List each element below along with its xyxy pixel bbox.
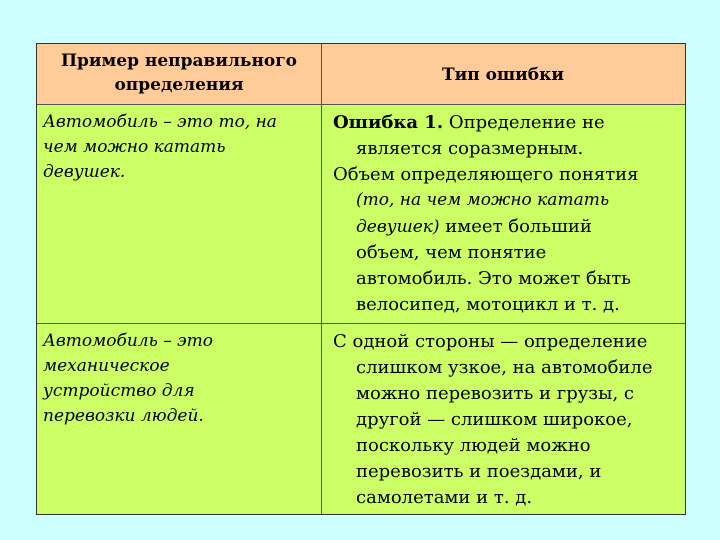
row-1-error-line-8: велосипед, мотоцикл и т. д. bbox=[356, 294, 620, 315]
row-1-example-line-2: чем можно катать bbox=[43, 137, 226, 157]
row-2-error-line-2: слишком узкое, на автомобиле bbox=[356, 357, 653, 378]
row-2-error-line-4: другой — слишком широкое, bbox=[356, 409, 633, 430]
row-2-error-line-6: перевозить и поездами, и bbox=[356, 461, 602, 482]
row-2-error-line-5: поскольку людей можно bbox=[356, 435, 591, 456]
header-error-type-label: Тип ошибки bbox=[441, 65, 565, 85]
row-1-error-line-5-italic: девушек) bbox=[356, 217, 440, 237]
header-divider bbox=[37, 104, 685, 105]
header-cell-error-type bbox=[321, 44, 685, 104]
row-1-error-line-5 bbox=[356, 214, 592, 240]
row-2-error-line-7: самолетами и т. д. bbox=[356, 487, 533, 508]
row-1-example bbox=[43, 110, 309, 185]
row-1-error-line-1-text: Определение не bbox=[443, 112, 605, 133]
error-1-label: Ошибка 1. bbox=[333, 112, 444, 133]
row-2-example-line-3: устройство для bbox=[43, 381, 195, 401]
row-2-error-line-3: можно перевозить и грузы, с bbox=[356, 383, 634, 404]
row-2-example-line-2: механическое bbox=[43, 356, 170, 376]
header-example-label bbox=[43, 49, 315, 97]
row-2-example-line-4: перевозки людей. bbox=[43, 406, 204, 426]
column-divider bbox=[321, 44, 322, 514]
row-1-error-line-7-term: автомобиль bbox=[356, 268, 467, 289]
header-example-line-1: Пример неправильного bbox=[60, 51, 298, 71]
header-cell-example bbox=[37, 44, 321, 104]
row-1-example-line-3: девушек. bbox=[43, 162, 126, 182]
row-1-error-line-2: является соразмерным. bbox=[356, 138, 584, 159]
row-1-error-line-1 bbox=[333, 110, 605, 135]
row-1-error-line-4: (то, на чем можно катать bbox=[356, 190, 610, 210]
row-2-error-line-1: С одной стороны — определение bbox=[333, 331, 648, 352]
definition-errors-table bbox=[36, 43, 686, 515]
row-2-example-line-1: Автомобиль – это bbox=[43, 331, 214, 351]
row-1-error-line-3: Объем определяющего понятия bbox=[333, 164, 639, 185]
row-1-example-line-1: Автомобиль – это то, на bbox=[43, 112, 277, 132]
row-1-error-line-5-text: имеет больший bbox=[439, 216, 592, 237]
row-1-error-line-7 bbox=[356, 266, 631, 291]
header-example-line-2: определения bbox=[114, 75, 244, 95]
row-2-example bbox=[43, 329, 309, 429]
row-1-error-line-7-text: . Это может быть bbox=[466, 268, 631, 289]
row-divider bbox=[37, 323, 685, 324]
row-1-error-line-6: объем, чем понятие bbox=[356, 242, 547, 263]
